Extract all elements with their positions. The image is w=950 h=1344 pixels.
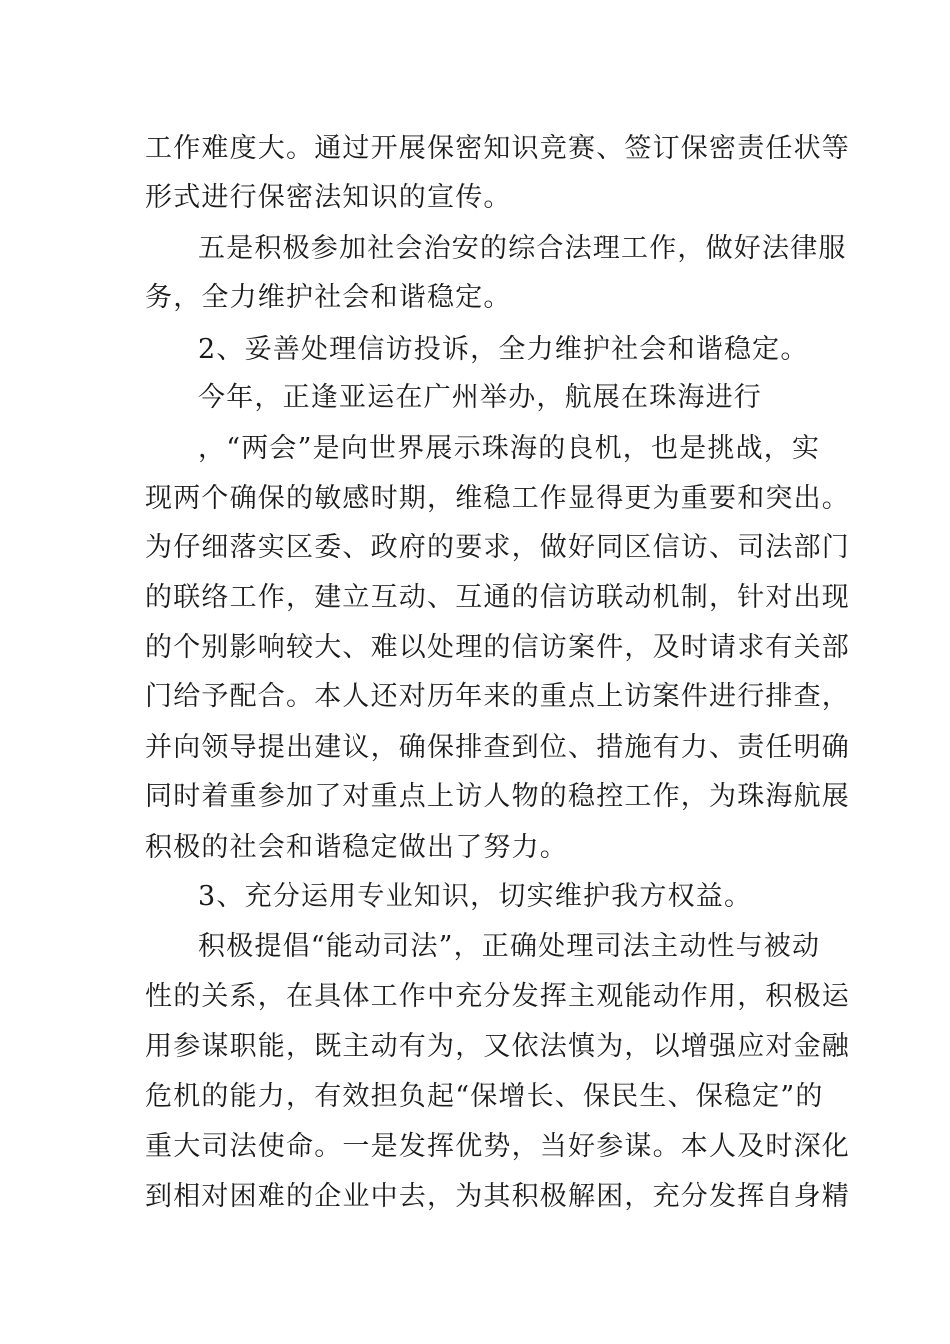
section-heading: 2、妥善处理信访投诉，全力维护社会和谐稳定。 (198, 334, 809, 365)
text-line: 危机的能力，有效担负起“保增长、保民生、保稳定”的 (145, 1081, 824, 1112)
text-line: 现两个确保的敏感时期，维稳工作显得更为重要和突出。 (145, 483, 850, 514)
text-line: 到相对困难的企业中去，为其积极解困，充分发挥自身精 (145, 1181, 850, 1212)
text-line: 积极的社会和谐稳定做出了努力。 (145, 832, 568, 863)
text-line: 的联络工作，建立互动、互通的信访联动机制，针对出现 (145, 582, 850, 613)
text-line: 同时着重参加了对重点上访人物的稳控工作，为珠海航展 (145, 781, 850, 812)
text-line: ，“两会”是向世界展示珠海的良机，也是挑战，实 (198, 433, 821, 464)
text-line: 工作难度大。通过开展保密知识竞赛、签订保密责任状等 (145, 133, 850, 164)
text-line: 的个别影响较大、难以处理的信访案件，及时请求有关部 (145, 632, 850, 663)
text-line: 用参谋职能，既主动有为，又依法慎为，以增强应对金融 (145, 1031, 850, 1062)
paragraph-start-line: 五是积极参加社会治安的综合法理工作，做好法律服 (198, 233, 847, 264)
text-line: 务，全力维护社会和谐稳定。 (145, 282, 512, 313)
text-line: 为仔细落实区委、政府的要求，做好同区信访、司法部门 (145, 532, 850, 563)
text-line: 形式进行保密法知识的宣传。 (145, 182, 512, 213)
paragraph-start-line: 今年，正逢亚运在广州举办，航展在珠海进行 (198, 382, 762, 413)
paragraph-start-line: 积极提倡“能动司法”，正确处理司法主动性与被动 (198, 931, 821, 962)
text-line: 并向领导提出建议，确保排查到位、措施有力、责任明确 (145, 732, 850, 763)
text-line: 门给予配合。本人还对历年来的重点上访案件进行排查， (145, 681, 850, 712)
text-line: 重大司法使命。一是发挥优势，当好参谋。本人及时深化 (145, 1131, 850, 1162)
section-heading: 3、充分运用专业知识，切实维护我方权益。 (198, 881, 753, 912)
text-line: 性的关系，在具体工作中充分发挥主观能动作用，积极运 (145, 981, 850, 1012)
